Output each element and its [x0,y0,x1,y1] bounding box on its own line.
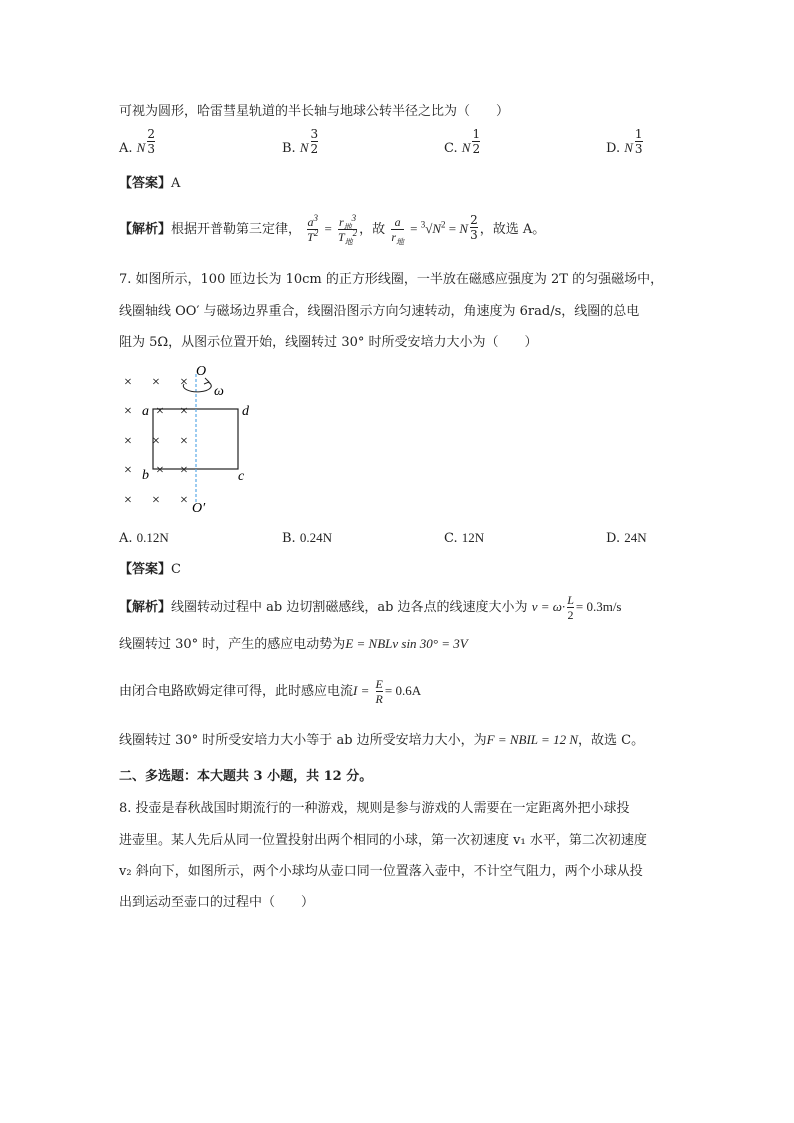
q7-stem-line1: 7. 如图所示，100 匝边长为 10cm 的正方形线圈，一半放在磁感应强度为 2T 的匀强磁场中， [119,272,664,287]
label-o-top: O [196,364,207,379]
q7-analysis-line4: 线圈转过 30° 时所受安培力大小等于 ab 边所受安培力大小，为F = NBIL = 12 N，故选 C。 [119,732,645,748]
q7-analysis-line3: 由闭合电路欧姆定律可得，此时感应电流I = $\frac{E}{R}$ = 0.6A [119,676,422,706]
field-cross: × [152,493,160,508]
q7-stem-line2: 线圈轴线 OO′ 与磁场边界重合，线圈沿图示方向匀速转动，角速度为 6rad/s，线圈的总电 [119,304,640,319]
coil-diagram [112,362,272,522]
q6-option-b: B. N $\frac{3}{2}$ [282,127,319,156]
q7-option-b: B. 0.24N [282,530,332,546]
q6-option-c: C. N $\frac{1}{2}$ [444,127,481,156]
field-cross: × [180,493,188,508]
q6-option-d: D. N $\frac{1}{3}$ [606,127,643,156]
label-a: a [142,404,149,419]
q7-option-d: D. 24N [606,530,647,546]
q6-analysis: 【解析】根据开普勒第三定律， $\frac{a^3}{T^2}$ = $\frac{r_地^3}{T_地^2}$ ，故 $\frac{a}{r_地}$ = $^3√N^2 = N$ $\frac{2}{3}$ ，故选 A。 [119,212,546,246]
q6-answer: 【答案】A [119,176,181,191]
field-cross: × [180,375,188,390]
q8-stem-line3: v₂ 斜向下，如图所示，两个小球均从壶口同一位置落入壶中，不计空气阻力，两个小球从投 [119,864,643,879]
field-cross: × [124,493,132,508]
q7-answer: 【答案】C [119,562,181,577]
q7-analysis-line1: 【解析】线圈转动过程中 ab 边切割磁感线，ab 边各点的线速度大小为 v = ω· $\frac{L}{2}$ = 0.3m/s [119,592,622,622]
field-cross: × [124,434,132,449]
label-b: b [142,468,149,483]
q8-stem-line1: 8. 投壶是春秋战国时期流行的一种游戏，规则是参与游戏的人需要在一定距离外把小球投 [119,801,630,816]
label-omega: ω [214,384,224,399]
q6-stem-tail: 可视为圆形，哈雷彗星轨道的半长轴与地球公转半径之比为（ ） [119,104,510,119]
label-d: d [242,404,249,419]
label-o-bottom: O′ [192,501,206,516]
field-cross: × [156,404,164,419]
field-cross: × [156,463,164,478]
field-cross: × [152,434,160,449]
q7-option-c: C. 12N [444,530,485,546]
q8-stem-line2: 进壶里。某人先后从同一位置投射出两个相同的小球，第一次初速度 v₁ 水平，第二次初速度 [119,833,647,848]
field-cross: × [180,404,188,419]
field-cross: × [124,404,132,419]
q7-option-a: A. 0.12N [119,530,169,546]
field-cross: × [152,375,160,390]
section-heading-multiple-choice: 二、多选题：本大题共 3 小题，共 12 分。 [119,769,373,784]
field-cross: × [124,375,132,390]
label-c: c [238,469,245,484]
q6-option-a: A. N $\frac{2}{3}$ [119,127,155,156]
q7-analysis-line2: 线圈转过 30° 时，产生的感应电动势为E = NBLv sin 30° = 3V [119,636,468,652]
q8-stem-line4: 出到运动至壶口的过程中（ ） [119,895,315,910]
q7-stem-line3: 阻为 5Ω，从图示位置开始，线圈转过 30° 时所受安培力大小为（ ） [119,335,538,350]
field-cross: × [180,434,188,449]
field-cross: × [180,463,188,478]
field-cross: × [124,463,132,478]
